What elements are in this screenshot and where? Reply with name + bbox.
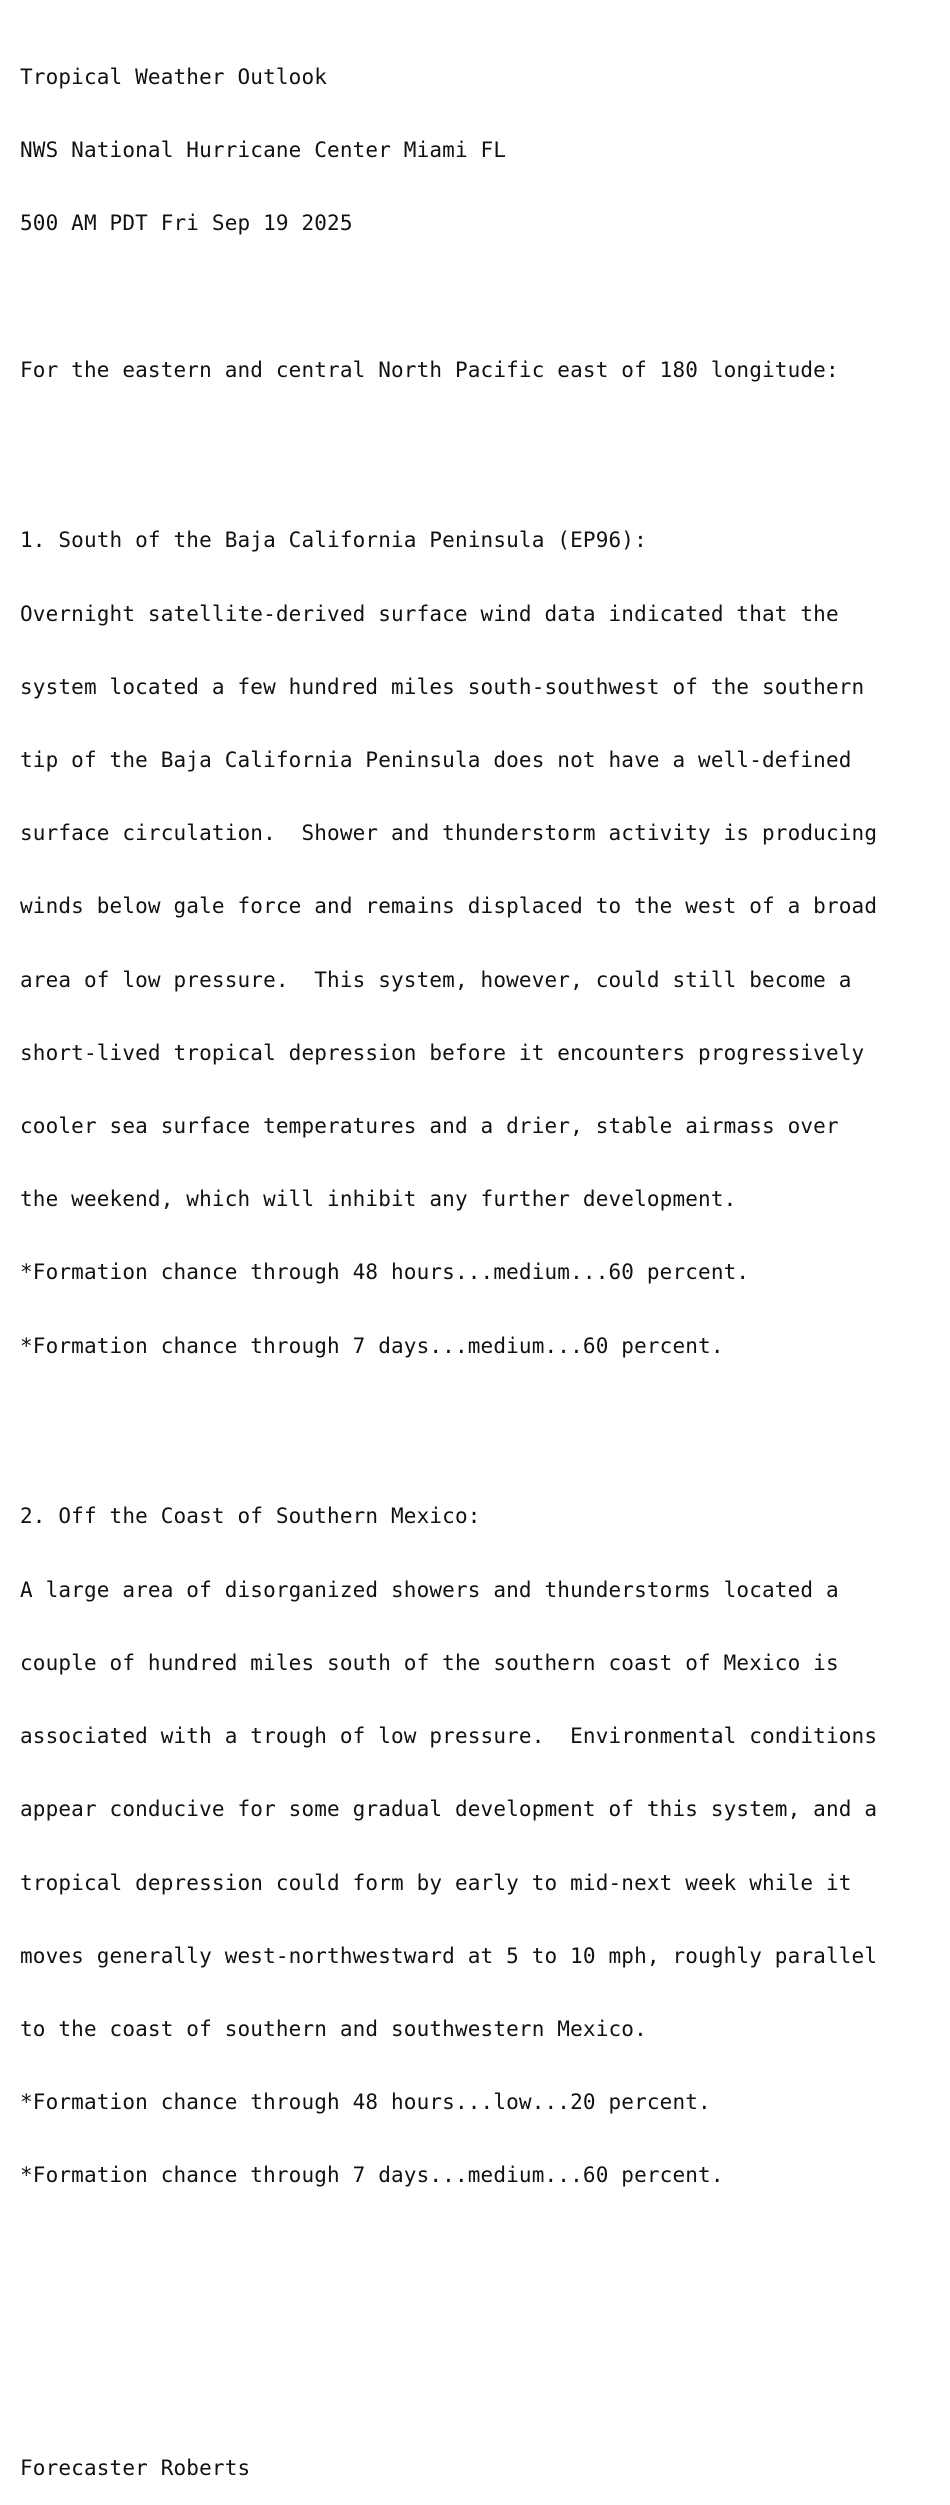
blank-line bbox=[20, 1407, 877, 1431]
system-1-body-line: cooler sea surface temperatures and a drier, stable airmass over bbox=[20, 1114, 839, 1139]
system-2-body-line: to the coast of southern and southwestern Mexico. bbox=[20, 2016, 647, 2041]
system-2-body-line: moves generally west-northwestward at 5 to 10 mph, roughly parallel bbox=[20, 1943, 878, 1968]
intro-line: For the eastern and central North Pacific east of 180 longitude: bbox=[20, 357, 839, 382]
system-1-body-line: winds below gale force and remains displaced to the west of a broad bbox=[20, 894, 878, 919]
system-2-body-line: associated with a trough of low pressure. Environmental conditions bbox=[20, 1724, 878, 1749]
system-1-body-line: area of low pressure. This system, however, could still become a bbox=[20, 967, 852, 992]
system-2-heading: 2. Off the Coast of Southern Mexico: bbox=[20, 1504, 481, 1529]
system-2-body-line: couple of hundred miles south of the southern coast of Mexico is bbox=[20, 1650, 839, 1675]
system-1-body-line: the weekend, which will inhibit any further development. bbox=[20, 1187, 737, 1212]
system-1-body-line: tip of the Baja California Peninsula does not have a well-defined bbox=[20, 748, 852, 773]
system-1-body-line: system located a few hundred miles south-southwest of the southern bbox=[20, 674, 865, 699]
blank-line bbox=[20, 2237, 877, 2261]
blank-line bbox=[20, 284, 877, 308]
blank-line bbox=[20, 2383, 877, 2407]
system-1-chance-7d: *Formation chance through 7 days...medium...60 percent. bbox=[20, 1333, 724, 1358]
outlook-title: Tropical Weather Outlook bbox=[20, 64, 328, 89]
system-2-chance-48h: *Formation chance through 48 hours...low...20 percent. bbox=[20, 2090, 711, 2115]
blank-line bbox=[20, 2310, 877, 2334]
system-2-body-line: tropical depression could form by early to mid-next week while it bbox=[20, 1870, 852, 1895]
forecaster-signature: Forecaster Roberts bbox=[20, 2456, 251, 2481]
system-2-chance-7d: *Formation chance through 7 days...medium...60 percent. bbox=[20, 2163, 724, 2188]
system-1-body-line: short-lived tropical depression before it encounters progressively bbox=[20, 1040, 865, 1065]
system-1-heading: 1. South of the Baja California Peninsula (EP96): bbox=[20, 528, 647, 553]
system-1-body-line: surface circulation. Shower and thunderstorm activity is producing bbox=[20, 821, 878, 846]
system-1-body-line: Overnight satellite-derived surface wind data indicated that the bbox=[20, 601, 839, 626]
system-2-body-line: appear conducive for some gradual development of this system, and a bbox=[20, 1797, 878, 1822]
system-2-body-line: A large area of disorganized showers and thunderstorms located a bbox=[20, 1577, 839, 1602]
blank-line bbox=[20, 431, 877, 455]
issue-time: 500 AM PDT Fri Sep 19 2025 bbox=[20, 211, 353, 236]
outlook-document bbox=[20, 16, 877, 2505]
system-1-chance-48h: *Formation chance through 48 hours...medium...60 percent. bbox=[20, 1260, 750, 1285]
issuing-office: NWS National Hurricane Center Miami FL bbox=[20, 138, 507, 163]
